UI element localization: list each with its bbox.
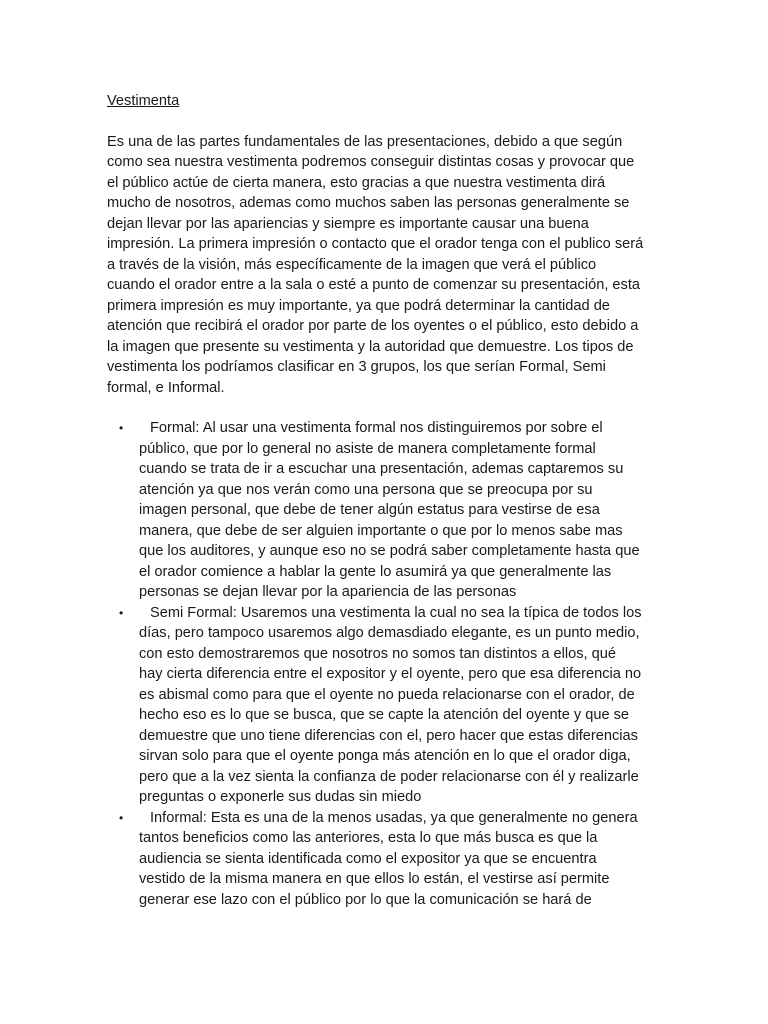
list-item-informal (107, 808, 667, 911)
list-item-line: con esto demostraremos que nosotros no somos tan distintos a ellos, qué (139, 645, 616, 662)
intro-line: mucho de nosotros, ademas como muchos saben las personas generalmente se (107, 195, 630, 211)
list-item-formal (107, 418, 667, 603)
list-item-line: preguntas o exponerle sus dudas sin miedo (139, 789, 422, 805)
list-item-line: audiencia se sienta identificada como el expositor ya que se encuentra (139, 850, 597, 867)
document-heading: Vestimenta (107, 93, 180, 109)
intro-line: atención que recibirá el orador por parte de los oyentes o el público, esto debido a (107, 318, 639, 334)
intro-line: impresión. La primera impresión o contacto que el orador tenga con el publico será (107, 236, 644, 252)
list-item-line: el orador comience a hablar la gente lo asumirá ya que generalmente las (139, 563, 612, 580)
intro-line: como sea nuestra vestimenta podremos conseguir distintas cosas y provocar que (107, 154, 635, 170)
intro-line: el público actúe de cierta manera, esto gracias a que nuestra vestimenta dirá (107, 174, 606, 191)
list-item-line: es abismal como para que el oyente no pueda relacionarse con el orador, de (139, 686, 635, 703)
intro-line: formal, e Informal. (107, 379, 225, 396)
list-item-line: personas se dejan llevar por la apariencia de las personas (139, 584, 517, 600)
list-item-line: pero que a la vez sienta la confianza de poder relacionarse con él y realizarle (139, 768, 639, 785)
list-item-line: imagen personal, que debe de tener algún estatus para vestirse de esa (139, 502, 600, 518)
intro-line: a través de la visión, más específicamente de la imagen que verá el público (107, 256, 597, 273)
list-item-line: público, que por lo general no asiste de manera completamente formal (139, 440, 596, 457)
list-item-line: días, pero tampoco usaremos algo demasdiado elegante, es un punto medio, (139, 625, 640, 641)
bullet-icon: • (119, 810, 124, 825)
list-item-line: manera, que debe de ser alguien importante o que por lo menos sabe mas (139, 522, 623, 539)
list-item-line: tantos beneficios como las anteriores, esta lo que más busca es que la (139, 830, 598, 846)
list-item-line: generar ese lazo con el público por lo que la comunicación se hará de (139, 891, 592, 908)
document-page (107, 91, 667, 910)
list-item-line: cuando se trata de ir a escuchar una presentación, ademas captaremos su (139, 461, 624, 477)
list-item-line: sirvan solo para que el oyente ponga más atención en lo que el orador diga, (139, 748, 631, 764)
list-item-line: vestido de la misma manera en que ellos lo están, el vestirse así permite (139, 871, 610, 887)
list-item-line: Semi Formal: Usaremos una vestimenta la cual no sea la típica de todos los (150, 604, 642, 621)
list-item-line: Formal: Al usar una vestimenta formal nos distinguiremos por sobre el (150, 420, 603, 436)
intro-paragraph (107, 132, 667, 399)
list-item-line: hay cierta diferencia entre el expositor y el oyente, pero que esa diferencia no (139, 666, 642, 682)
list-item-line: demuestre que uno tiene diferencias con el, pero hacer que estas diferencias (139, 727, 638, 744)
intro-line: vestimenta los podríamos clasificar en 3 grupos, los que serían Formal, Semi (107, 359, 606, 375)
list-item-line: Informal: Esta es una de la menos usadas, ya que generalmente no genera (150, 809, 638, 826)
list-item-line: que los auditores, y aunque eso no se podrá saber completamente hasta que (139, 543, 640, 559)
list-item-semi-formal (107, 603, 667, 808)
bullet-icon: • (119, 421, 124, 435)
list-item-line: atención ya que nos verán como una persona que se preocupa por su (139, 481, 593, 498)
list-item-line: hecho eso es lo que se busca, que se capte la atención del oyente y que se (139, 707, 630, 723)
intro-line: Es una de las partes fundamentales de las presentaciones, debido a que según (107, 133, 623, 150)
intro-line: dejan llevar por las apariencias y siempre es importante causar una buena (107, 215, 589, 232)
intro-line: cuando el orador entre a la sala o esté a punto de comenzar su presentación, esta (107, 277, 641, 293)
intro-line: la imagen que presente su vestimenta y la autoridad que demuestre. Los tipos de (107, 338, 634, 355)
intro-line: primera impresión es muy importante, ya que podrá determinar la cantidad de (107, 297, 610, 314)
bullet-list (107, 418, 667, 910)
bullet-icon: • (119, 605, 124, 620)
